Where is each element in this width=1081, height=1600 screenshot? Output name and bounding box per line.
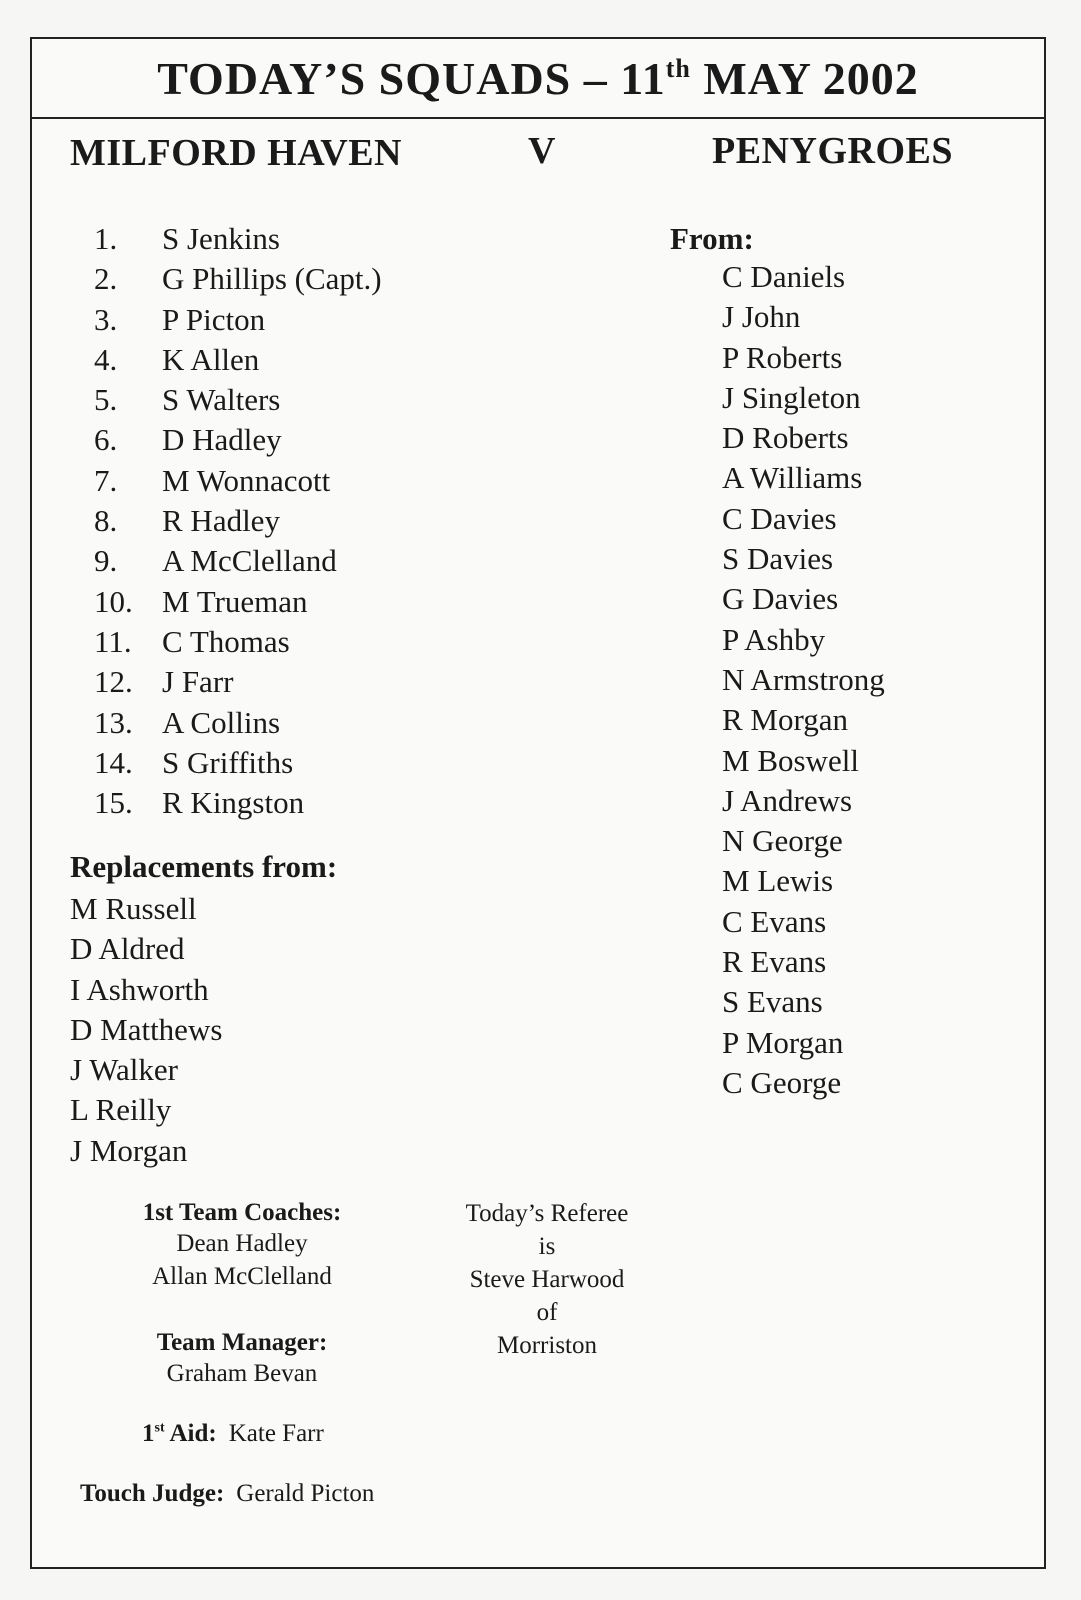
player-number: 4. [94,341,118,377]
player-number: 5. [94,382,118,418]
player-name: R Kingston [162,785,305,821]
away-player: C Davies [722,500,837,536]
home-player-row [94,340,382,380]
player-number: 8. [94,503,118,539]
player-number: 7. [94,462,118,498]
replacement-player: L Reilly [70,1092,172,1128]
player-name: S Griffiths [162,744,294,780]
player-name: S Walters [162,382,281,418]
title-superscript: th [665,54,691,83]
player-name: M Wonnacott [162,462,331,498]
away-player: N George [722,823,843,859]
home-player-row [94,380,382,420]
page-title [32,39,1044,119]
touch-judge-line [80,1477,374,1510]
player-name: R Hadley [162,503,280,539]
player-name: K Allen [162,341,260,377]
player-name: G Phillips (Capt.) [162,261,382,297]
player-number: 10. [94,583,133,619]
away-player: P Ashby [722,621,826,657]
player-number: 11. [94,623,132,659]
away-player: J Andrews [722,782,853,818]
away-player: C Evans [722,903,827,939]
home-player-row [94,783,382,823]
away-player: C George [722,1064,842,1100]
referee-line: is [538,1233,556,1260]
player-number: 15. [94,785,133,821]
manager-heading: Team Manager: [156,1329,328,1356]
player-number: 6. [94,422,118,458]
away-player: N Armstrong [722,661,885,697]
player-number: 12. [94,664,133,700]
manager-name: Graham Bevan [166,1360,318,1387]
player-name: J Farr [162,664,234,700]
away-player: M Boswell [722,742,859,778]
replacement-player: J Walker [70,1052,178,1088]
home-player-row [94,703,382,743]
player-name: A McClelland [162,543,337,579]
referee-line: Today’s Referee [465,1200,629,1227]
first-aid-name: Kate Farr [228,1420,324,1447]
referee-line: Steve Harwood [469,1266,625,1293]
home-team-heading: MILFORD HAVEN [70,132,402,174]
player-name: S Jenkins [162,221,280,256]
replacement-player: J Morgan [70,1132,188,1168]
coaches-block [92,1199,392,1293]
referee-block [422,1197,672,1362]
away-player: S Davies [722,541,834,577]
away-player: P Roberts [722,339,843,375]
away-player: A Williams [722,460,863,496]
player-number: 2. [94,261,118,297]
away-player: S Evans [722,984,823,1020]
replacement-player: D Matthews [70,1011,223,1047]
player-name: C Thomas [162,623,290,659]
replacement-player: M Russell [70,891,197,926]
home-squad-list [94,219,382,823]
coaches-heading: 1st Team Coaches: [142,1199,342,1226]
away-player: G Davies [722,581,839,617]
coach-name: Dean Hadley [176,1230,308,1257]
player-number: 9. [94,543,118,579]
away-player: R Morgan [722,702,849,738]
away-squad-heading: From: [670,221,754,256]
home-player-row [94,219,382,259]
player-name: P Picton [162,301,266,337]
away-player: J John [722,299,801,335]
player-name: M Trueman [162,583,308,619]
touch-judge-label: Touch Judge: [80,1480,225,1507]
away-player: R Evans [722,944,827,980]
away-team-heading: PENYGROES [712,130,953,172]
squads-panel [30,37,1046,1569]
replacements-list [70,889,222,1171]
coach-name: Allan McClelland [152,1263,332,1290]
player-name: A Collins [162,704,281,740]
manager-block [92,1329,392,1390]
title-suffix: MAY 2002 [690,53,919,104]
home-player-row [94,300,382,340]
away-squad-list [722,257,885,1103]
player-number: 1. [94,221,118,256]
home-player-row [94,501,382,541]
replacement-player: D Aldred [70,931,185,967]
replacements-heading: Replacements from: [70,849,338,884]
home-player-row [94,622,382,662]
touch-judge-name: Gerald Picton [236,1480,375,1507]
player-number: 3. [94,301,118,337]
replacement-player: I Ashworth [70,971,209,1007]
home-player-row [94,541,382,581]
versus-label: V [528,130,556,172]
home-player-row [94,582,382,622]
home-player-row [94,743,382,783]
referee-line: of [536,1299,558,1326]
away-player: J Singleton [722,379,861,415]
player-number: 13. [94,704,133,740]
player-number: 14. [94,744,133,780]
away-player: D Roberts [722,420,849,456]
referee-line: Morriston [497,1332,597,1359]
away-player: P Morgan [722,1024,844,1060]
player-name: D Hadley [162,422,282,458]
away-player: M Lewis [722,863,834,899]
first-aid-line [142,1417,324,1450]
title-prefix: TODAY’S SQUADS – 11 [157,53,666,104]
home-player-row [94,420,382,460]
home-player-row [94,259,382,299]
first-aid-label: 1st Aid: [142,1420,217,1447]
away-player: C Daniels [722,259,846,294]
home-player-row [94,662,382,702]
home-player-row [94,461,382,501]
